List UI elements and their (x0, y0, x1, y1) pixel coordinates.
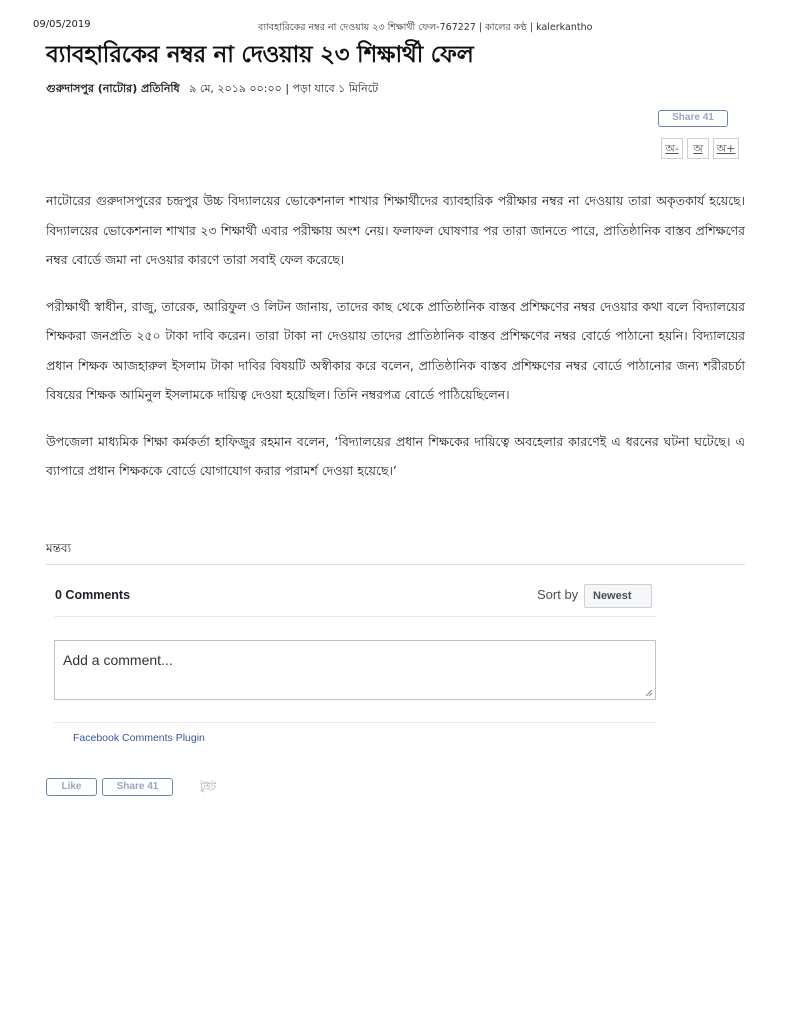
share-button-top[interactable]: Share 41 (658, 110, 728, 127)
byline-author: গুরুদাসপুর (নাটোর) প্রতিনিধি (46, 82, 180, 95)
share-button-bottom[interactable]: Share 41 (102, 778, 173, 796)
sort-select[interactable]: Newest (584, 584, 652, 608)
article-body (46, 186, 745, 503)
header-page-title: ব্যাবহারিকের নম্বর না দেওয়ায় ২৩ শিক্ষার্থী ফেল-767227 | কালের কণ্ঠ | kalerkantho (258, 22, 593, 33)
like-button[interactable]: Like (46, 778, 97, 796)
article-paragraph: নাটোরের গুরুদাসপুরের চন্দ্রপুর উচ্চ বিদ্যালয়ের ভোকেশনাল শাখার শিক্ষার্থীদের ব্যাবহারিক পরীক্ষার নম্বর না দেওয়ায় তারা অকৃতকার্য হয়েছে। বিদ্যালয়ের ভোকেশনাল শাখার ২৩ শিক্ষার্থী এবার পরীক্ষায় অংশ নেয়। ফলাফল ঘোষণার পর তারা জানতে পারে, প্রাতিষ্ঠানিক বাস্তব প্রশিক্ষণের নম্বর বোর্ডে জমা না দেওয়ার কারণে তারা সবাই ফেল করেছে। (46, 193, 745, 267)
comments-heading: মন্তব্য (46, 541, 72, 555)
comment-input-placeholder: Add a comment... (63, 652, 173, 668)
article-paragraph: পরীক্ষার্থী স্বাধীন, রাজু, তারেক, আরিফুল ও লিটন জানায়, তাদের কাছ থেকে প্রাতিষ্ঠানিক বাস্তব প্রশিক্ষণের নম্বর দেওয়ার কথা বলে বিদ্যালয়ের শিক্ষকরা জনপ্রতি ২৫০ টাকা দাবি করেন। তারা টাকা না দেওয়ায় তাদের প্রাতিষ্ঠানিক বাস্তব প্রশিক্ষণের নম্বর বোর্ডে পাঠানো হয়নি। বিদ্যালয়ের প্রধান শিক্ষক আজহারুল ইসলাম টাকা দাবির বিষয়টি অস্বীকার করে বলেন, প্রাতিষ্ঠানিক বাস্তব প্রশিক্ষণের নম্বর বোর্ডে পাঠানোর জন্য শরীরচর্চা বিষয়ের শিক্ষক আমিনুল ইসলামকে দায়িত্ব দেওয়া হয়েছিল। তিনি নম্বরপত্র বোর্ডে পাঠিয়েছিলেন। (46, 298, 745, 402)
font-increase-button[interactable]: অ+ (713, 138, 739, 159)
font-decrease-button[interactable]: অ- (661, 138, 683, 159)
tweet-button[interactable]: টুইট (200, 782, 217, 793)
sort-by-label: Sort by (537, 587, 579, 602)
comments-count: 0 Comments (55, 588, 131, 602)
article-paragraph: উপজেলা মাধ্যমিক শিক্ষা কর্মকর্তা হাফিজুর রহমান বলেন, ‘বিদ্যালয়ের প্রধান শিক্ষকের দায়িত্বে অবহেলার কারণেই এ ধরনের ঘটনা ঘটেছে। এ ব্যাপারে প্রধান শিক্ষককে বোর্ডে যোগাযোগ করার পরামর্শ দেওয়া হয়েছে।’ (46, 433, 745, 478)
facebook-plugin-link[interactable]: Facebook Comments Plugin (73, 732, 205, 744)
comments-divider (46, 564, 745, 565)
byline-date: ৯ মে, ২০১৯ ০০:০০ (189, 82, 282, 95)
byline-reading-time: | পড়া যাবে ১ মিনিটে (285, 82, 379, 95)
comments-widget-divider (54, 722, 656, 723)
header-date: 09/05/2019 (33, 19, 91, 30)
font-size-controls (661, 138, 739, 159)
article-headline: ব্যাবহারিকের নম্বর না দেওয়ায় ২৩ শিক্ষার্থী ফেল (46, 42, 474, 68)
comments-widget-divider (54, 616, 656, 617)
byline (46, 80, 378, 99)
resize-grip-icon[interactable] (644, 688, 653, 697)
font-reset-button[interactable]: অ (687, 138, 709, 159)
comment-input[interactable] (54, 640, 656, 700)
